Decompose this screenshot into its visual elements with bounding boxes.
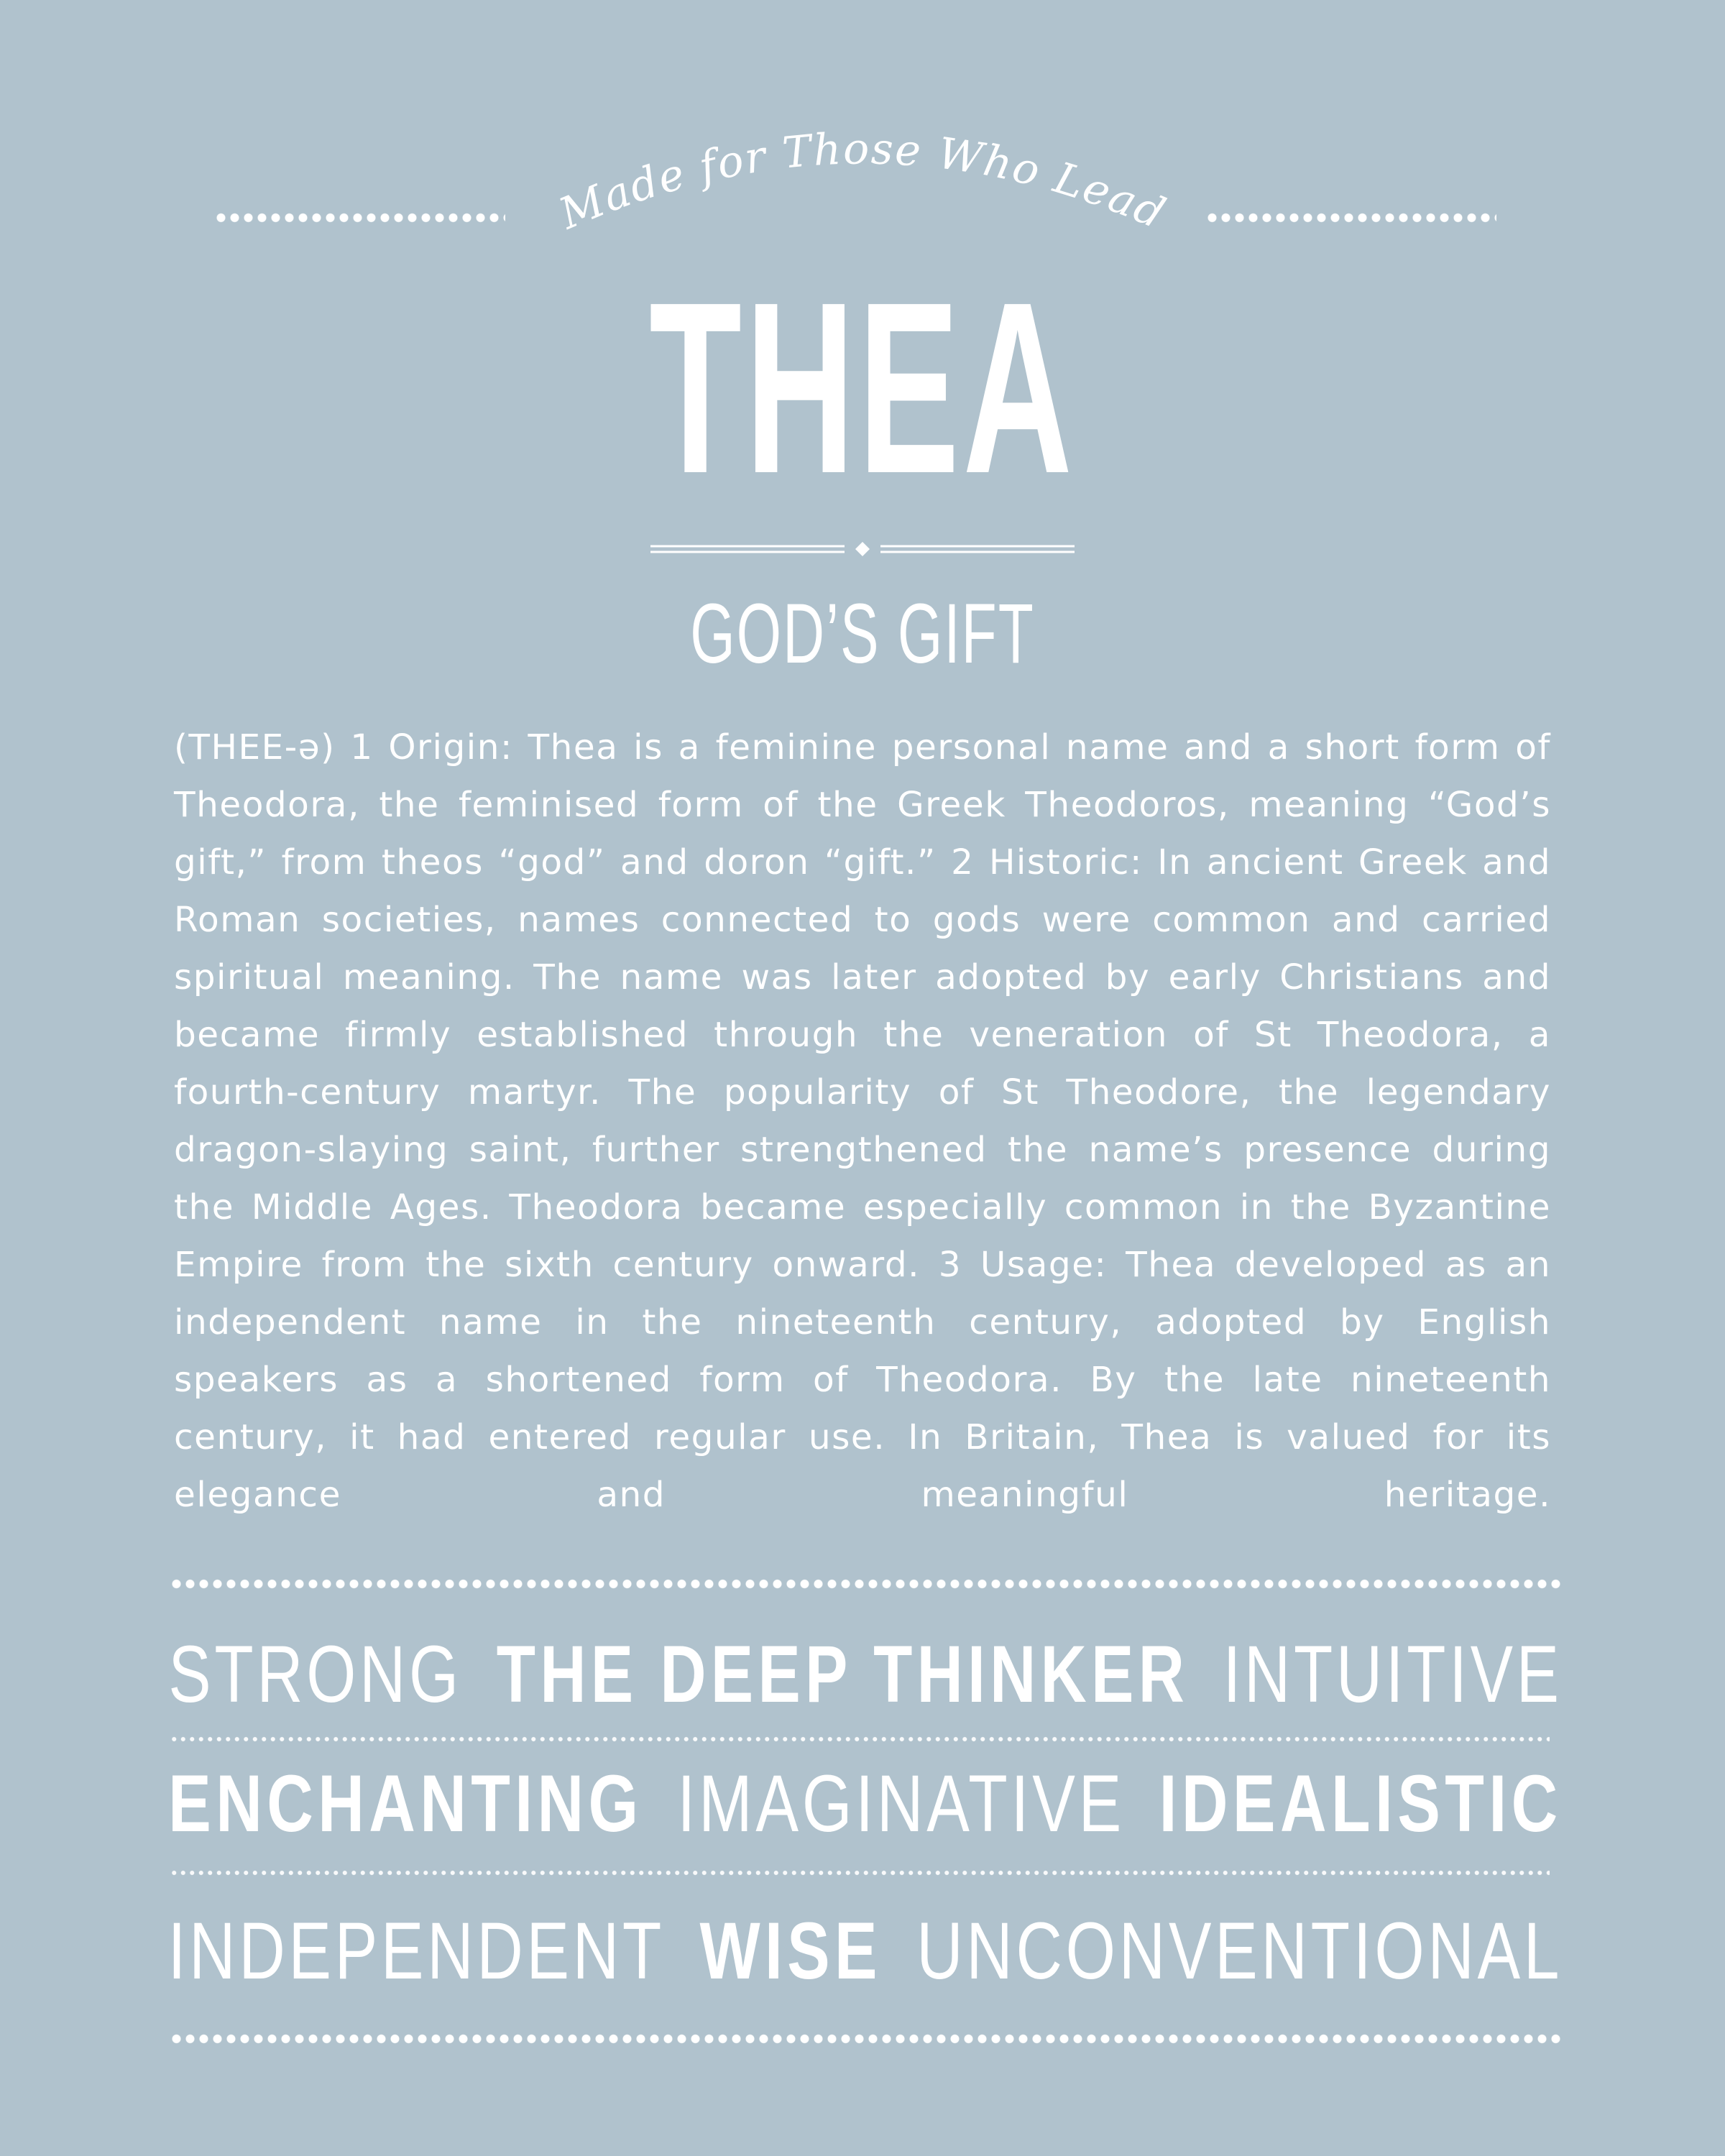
name-title: THEA — [649, 252, 1076, 525]
traits-row-divider-2 — [170, 1870, 1550, 1876]
trait-word: THE DEEP THINKER — [496, 1629, 1189, 1719]
trait-word: INTUITIVE — [1223, 1629, 1563, 1719]
traits-row-3 — [168, 1904, 1563, 1998]
traits-row-divider-1 — [170, 1736, 1550, 1742]
trait-word: INDEPENDENT — [168, 1906, 666, 1996]
trait-word: UNCONVENTIONAL — [916, 1906, 1563, 1996]
ornament-divider — [650, 540, 1075, 558]
trait-word: STRONG — [168, 1629, 462, 1719]
tagline-header — [0, 108, 1725, 252]
tagline-dots-right — [1205, 212, 1496, 224]
traits-row-2 — [168, 1757, 1563, 1851]
name-meaning: GOD’S GIFT — [690, 586, 1035, 681]
traits-row-1 — [168, 1628, 1563, 1721]
tagline-text: Made for Those Who Lead — [552, 124, 1174, 240]
name-description: (THEE-ə) 1 Origin: Thea is a feminine personal name and a short form of Theodora, the feminised form of the Greek Theodoros, meaning “God’s gift,” from theos “god” and doron “gift.” 2 Historic: In ancient Greek and Roman societies, names connected to gods were common and carried spiritual meaning. The name was later adopted by early Christians and became firmly established through the veneration of St Theodora, a fourth-century martyr. The popularity of St Theodore, the legendary dragon-slaying saint, further strengthened the name’s presence during the Middle Ages. Theodora became especially common in the Byzantine Empire from the sixth century onward. 3 Usage: Thea developed as an independent name in the nineteenth century, adopted by English speakers as a shortened form of Theodora. By the late nineteenth century, it had entered regular use. In Britain, Thea is valued for its elegance and meaningful heritage. — [174, 727, 1551, 1515]
trait-word: IMAGINATIVE — [677, 1759, 1126, 1848]
trait-word: ENCHANTING — [168, 1759, 643, 1848]
traits-top-dots — [170, 1578, 1561, 1590]
trait-word: WISE — [699, 1906, 882, 1996]
trait-word: IDEALISTIC — [1159, 1759, 1563, 1848]
tagline-arc — [0, 108, 1725, 252]
traits-bottom-dots — [170, 2033, 1561, 2045]
